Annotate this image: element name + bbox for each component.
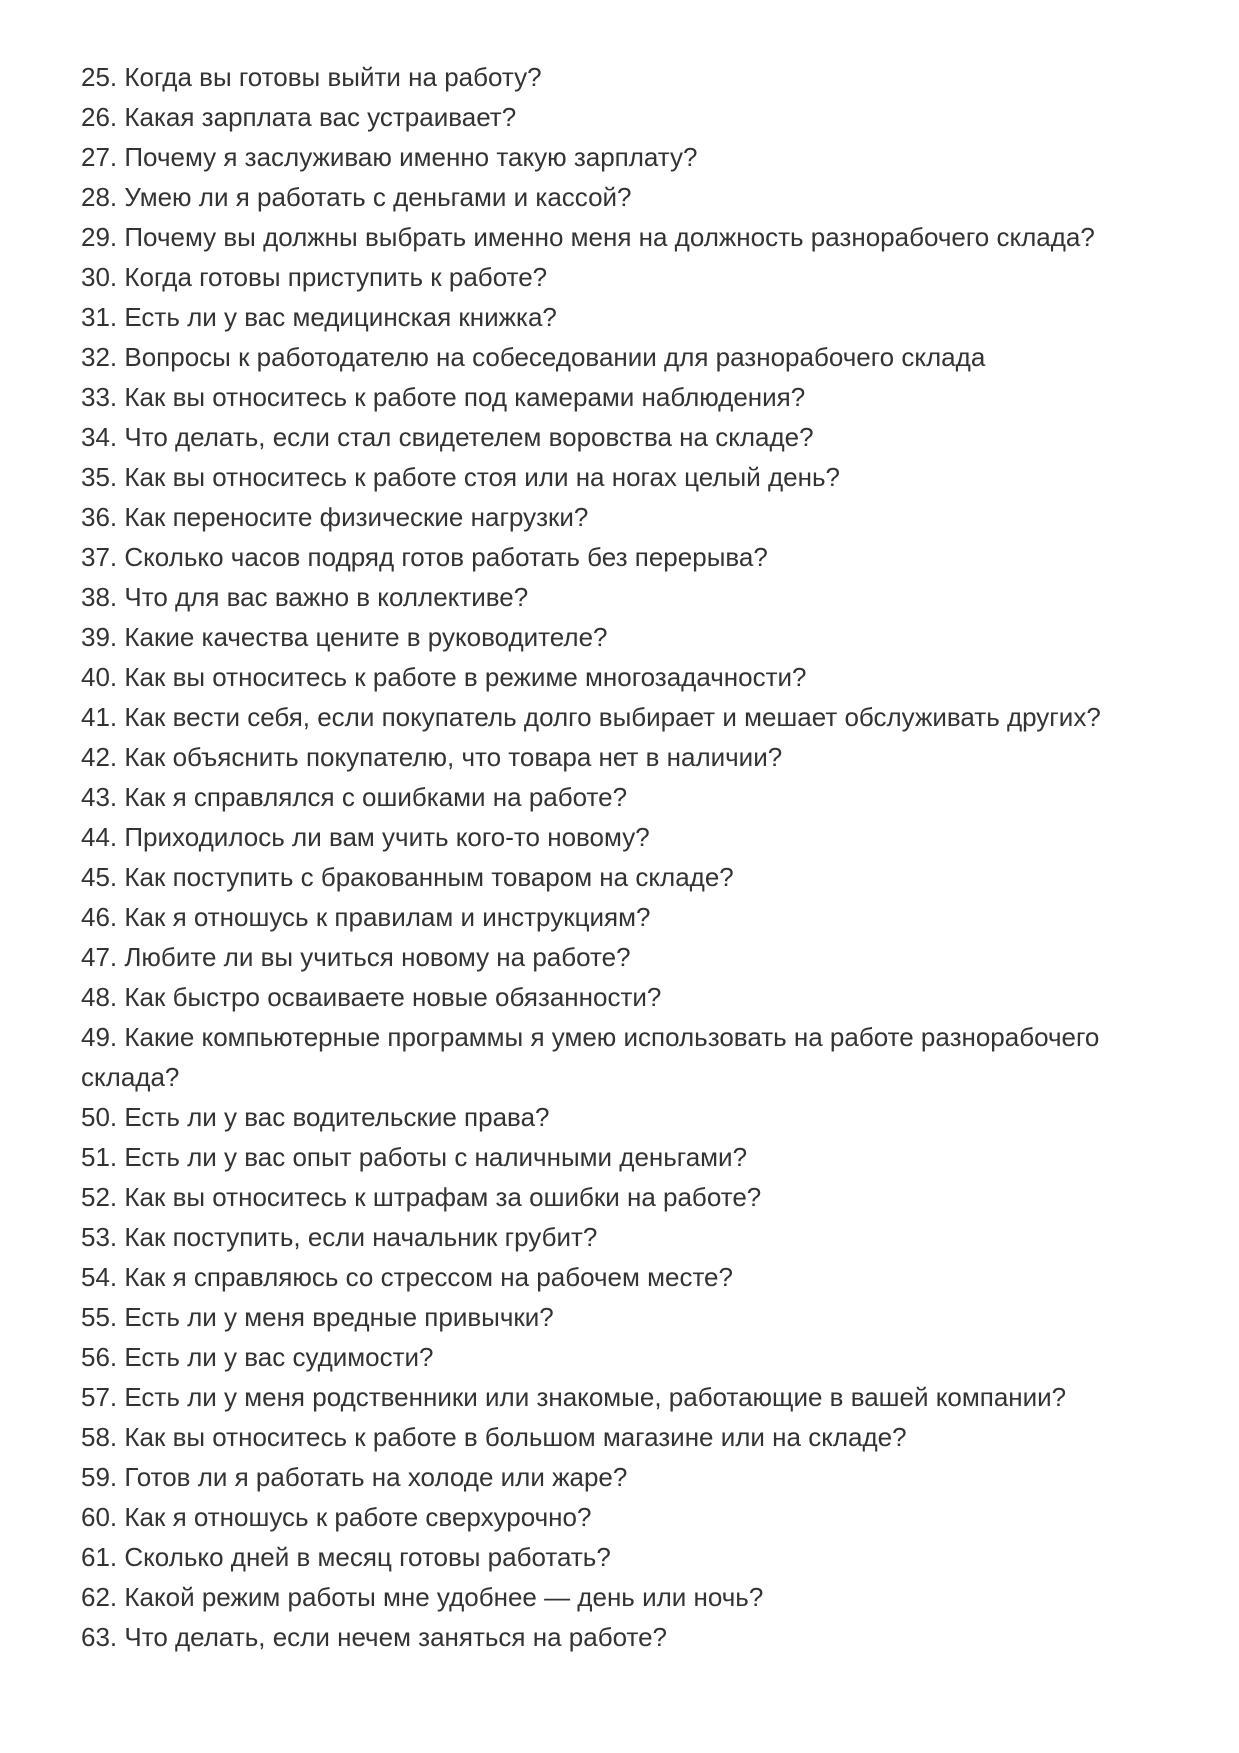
question-item: 32. Вопросы к работодателю на собеседовании для разнорабочего склада: [81, 342, 986, 372]
question-item: 26. Какая зарплата вас устраивает?: [81, 102, 517, 132]
question-item: 41. Как вести себя, если покупатель долго выбирает и мешает обслуживать других?: [81, 702, 1101, 732]
question-item: 54. Как я справляюсь со стрессом на рабочем месте?: [81, 1262, 733, 1292]
question-item: 42. Как объяснить покупателю, что товара нет в наличии?: [81, 742, 783, 772]
question-item: 27. Почему я заслуживаю именно такую зарплату?: [81, 142, 698, 172]
question-item: 52. Как вы относитесь к штрафам за ошибки на работе?: [81, 1182, 762, 1212]
question-item: 60. Как я отношусь к работе сверхурочно?: [81, 1502, 592, 1532]
question-item: 28. Умею ли я работать с деньгами и кассой?: [81, 182, 632, 212]
question-item: 31. Есть ли у вас медицинская книжка?: [81, 302, 557, 332]
question-list: [81, 0, 1161, 1657]
question-item: 63. Что делать, если нечем заняться на работе?: [81, 1622, 668, 1652]
question-item: 36. Как переносите физические нагрузки?: [81, 502, 589, 532]
question-item: 45. Как поступить с бракованным товаром на складе?: [81, 862, 734, 892]
question-item: 29. Почему вы должны выбрать именно меня на должность разнорабочего склада?: [81, 222, 1095, 252]
question-item: 56. Есть ли у вас судимости?: [81, 1342, 434, 1372]
question-item: 58. Как вы относитесь к работе в большом магазине или на складе?: [81, 1422, 907, 1452]
question-item: 25. Когда вы готовы выйти на работу?: [81, 62, 542, 92]
question-item: 33. Как вы относитесь к работе под камерами наблюдения?: [81, 382, 806, 412]
question-item: 55. Есть ли у меня вредные привычки?: [81, 1302, 554, 1332]
question-item: 49. Какие компьютерные программы я умею использовать на работе разнорабочего склада?: [81, 1022, 1100, 1092]
question-item: 47. Любите ли вы учиться новому на работе?: [81, 942, 631, 972]
question-item: 44. Приходилось ли вам учить кого-то новому?: [81, 822, 650, 852]
question-item: 50. Есть ли у вас водительские права?: [81, 1102, 550, 1132]
question-item: 51. Есть ли у вас опыт работы с наличными деньгами?: [81, 1142, 748, 1172]
question-item: 40. Как вы относитесь к работе в режиме многозадачности?: [81, 662, 807, 692]
question-item: 61. Сколько дней в месяц готовы работать?: [81, 1542, 611, 1572]
question-item: 62. Какой режим работы мне удобнее — день или ночь?: [81, 1582, 764, 1612]
question-item: 39. Какие качества цените в руководителе?: [81, 622, 608, 652]
question-item: 48. Как быстро осваиваете новые обязанности?: [81, 982, 662, 1012]
question-item: 34. Что делать, если стал свидетелем воровства на складе?: [81, 422, 814, 452]
question-item: 59. Готов ли я работать на холоде или жаре?: [81, 1462, 628, 1492]
question-item: 30. Когда готовы приступить к работе?: [81, 262, 548, 292]
question-item: 35. Как вы относитесь к работе стоя или на ногах целый день?: [81, 462, 840, 492]
question-item: 37. Сколько часов подряд готов работать без перерыва?: [81, 542, 768, 572]
question-item: 38. Что для вас важно в коллективе?: [81, 582, 529, 612]
question-item: 53. Как поступить, если начальник грубит?: [81, 1222, 598, 1252]
question-item: 43. Как я справлялся с ошибками на работе?: [81, 782, 628, 812]
question-item: 46. Как я отношусь к правилам и инструкциям?: [81, 902, 651, 932]
question-item: 57. Есть ли у меня родственники или знакомые, работающие в вашей компании?: [81, 1382, 1067, 1412]
